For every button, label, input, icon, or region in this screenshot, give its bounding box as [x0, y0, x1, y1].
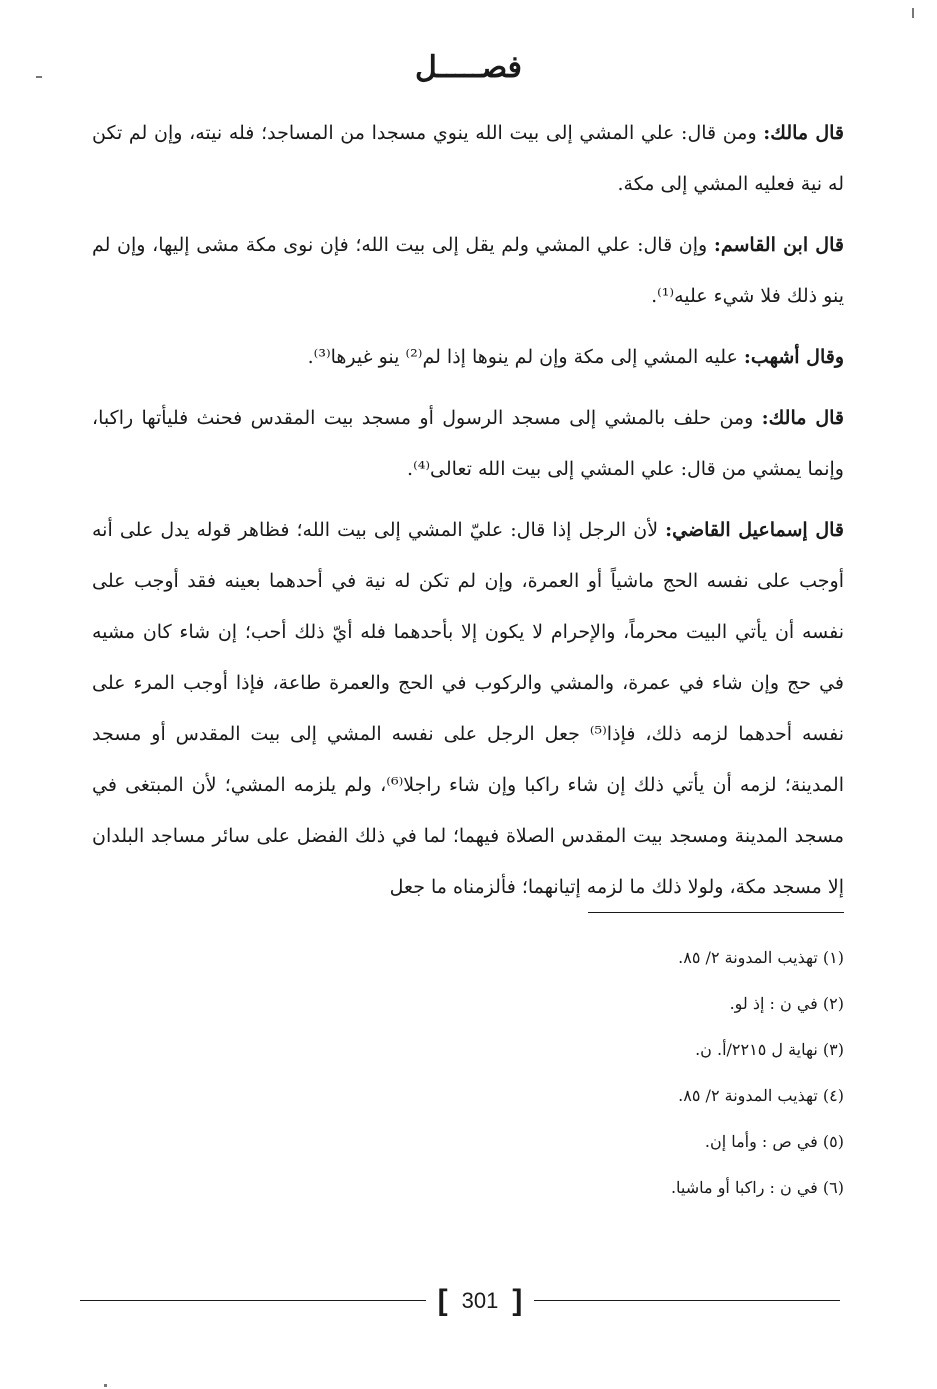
speaker-label: قال إسماعيل القاضي: [665, 519, 844, 541]
footer-rule-right [534, 1300, 840, 1301]
page-number-text: 301 [461, 1288, 499, 1314]
footer-rule-left [80, 1300, 426, 1301]
footnote-3: (٣) نهاية ل ٢٢١٥/أ. ن. [695, 1040, 844, 1059]
paragraph-3 [92, 332, 844, 383]
speaker-label: وقال أشهب: [743, 346, 844, 368]
paragraph-5 [92, 505, 844, 913]
paragraph-text: ومن قال: علي المشي إلى بيت الله ينوي مسجدا من المساجد؛ فله نيته، وإن لم تكن له نية فعليه المشي إلى مكة. [92, 122, 844, 195]
paragraph-text: ومن حلف بالمشي إلى مسجد الرسول أو مسجد بيت المقدس فحنث فليأتها راكبا، وإنما يمشي من قال: علي المشي إلى بيت الله تعالى⁽⁴⁾. [92, 407, 844, 480]
bracket-open: [ [437, 1284, 448, 1318]
footnote-2: (٢) في ن : إذ لو. [729, 994, 844, 1013]
scan-speck [36, 76, 42, 78]
footnote-1: (١) تهذيب المدونة ٢/ ٨٥. [678, 948, 844, 967]
main-text [92, 108, 844, 923]
paragraph-4 [92, 393, 844, 495]
page-number [426, 1280, 534, 1320]
paragraph-1 [92, 108, 844, 210]
speaker-label: قال مالك: [761, 407, 844, 429]
speaker-label: قال مالك: [763, 122, 844, 144]
scan-speck [912, 8, 914, 18]
paragraph-text: لأن الرجل إذا قال: عليّ المشي إلى بيت الله؛ فظاهر قوله يدل على أنه أوجب على نفسه الحج ماشياً أو العمرة، وإن لم تكن له نية في أحدهما بعينه فقد أوجب على نفسه أن يأتي البيت محرماً، والإحرام لا يكون إلا بأحدهما فله أيّ ذلك أحب؛ إن شاء كان مشيه في حج وإن شاء في عمرة، والمشي والركوب في الحج والعمرة طاعة، فإذا أوجب المرء على نفسه أحدهما لزمه ذلك، فإذا⁽⁵⁾ جعل الرجل على نفسه المشي إلى بيت المقدس أو مسجد المدينة؛ لزمه أن يأتي ذلك إن شاء راكبا وإن شاء راجلا⁽⁶⁾، ولم يلزمه المشي؛ لأن المبتغى في مسجد المدينة ومسجد بيت المقدس الصلاة فيهما؛ لما في ذلك الفضل على سائر مساجد البلدان إلا مسجد مكة، ولولا ذلك ما لزمه إتيانهما؛ فألزمناه ما جعل [92, 519, 844, 898]
footnote-divider [588, 912, 844, 913]
bracket-close: ] [512, 1284, 523, 1318]
chapter-title: فصـــــل [414, 50, 523, 85]
footnotes-list [300, 935, 844, 1211]
paragraph-text: عليه المشي إلى مكة وإن لم ينوها إذا لم⁽²⁾ ينو غيرها⁽³⁾. [307, 346, 744, 368]
footnote-4: (٤) تهذيب المدونة ٢/ ٨٥. [678, 1086, 844, 1105]
paragraph-text: وإن قال: علي المشي ولم يقل إلى بيت الله؛ فإن نوى مكة مشى إليها، وإن لم ينو ذلك فلا شيء عليه⁽¹⁾. [92, 234, 844, 307]
speaker-label: قال ابن القاسم: [713, 234, 844, 256]
footnote-5: (٥) في ص : وأما إن. [704, 1132, 844, 1151]
footnote-6: (٦) في ن : راكبا أو ماشيا. [670, 1178, 844, 1197]
paragraph-2 [92, 220, 844, 322]
scan-speck [104, 1384, 107, 1387]
